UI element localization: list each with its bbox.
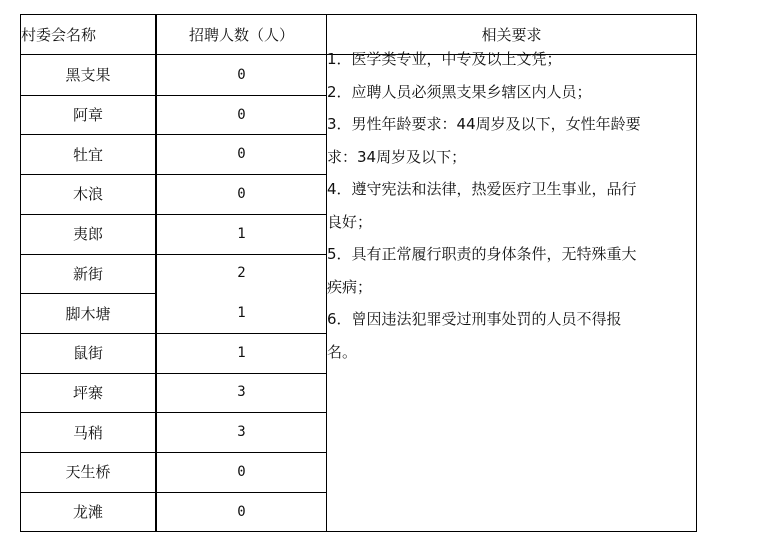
requirement-line: 良好； xyxy=(327,212,373,231)
requirement-line: 1．医学类专业，中专及以上文凭； xyxy=(327,50,562,68)
requirement-line: 4．遵守宪法和法律，热爱医疗卫生事业，品行 xyxy=(327,180,637,198)
village-name-cell: 牡宜 xyxy=(72,145,103,164)
header-village: 村委会名称 xyxy=(21,26,97,44)
recruit-count-cell: 1 xyxy=(237,344,246,361)
recruit-count-cell: 3 xyxy=(237,424,246,441)
recruit-count-cell: 0 xyxy=(237,503,246,520)
header-requirements: 相关要求 xyxy=(481,26,542,44)
village-name-cell: 木浪 xyxy=(72,185,103,204)
village-name-cell: 马稍 xyxy=(72,423,103,442)
recruit-count-cell: 1 xyxy=(237,225,246,242)
requirements-text xyxy=(327,43,687,368)
recruit-count-cell: 0 xyxy=(237,185,246,202)
recruit-count-cell: 2 xyxy=(237,265,246,282)
recruit-count-cell: 1 xyxy=(237,305,246,322)
village-name-cell: 龙滩 xyxy=(72,503,103,522)
recruit-count-cell: 0 xyxy=(237,106,246,123)
requirement-line: 2．应聘人员必须黑支果乡辖区内人员； xyxy=(327,82,592,101)
village-name-cell: 脚木塘 xyxy=(65,304,111,323)
village-name-cell: 夷郎 xyxy=(72,225,103,244)
table-border-right xyxy=(696,14,697,532)
village-name-cell: 鼠街 xyxy=(72,344,103,363)
requirement-line: 6．曾因违法犯罪受过刑事处罚的人员不得报 xyxy=(327,310,622,328)
village-name-cell: 新街 xyxy=(72,264,103,283)
requirement-line: 名。 xyxy=(327,342,358,361)
recruit-count-cell: 0 xyxy=(237,463,246,480)
village-name-cell: 天生桥 xyxy=(65,463,111,482)
requirement-line: 求：34周岁及以下； xyxy=(327,147,467,166)
recruit-count-cell: 0 xyxy=(237,146,246,163)
village-name-cell: 黑支果 xyxy=(65,66,111,85)
requirement-line: 疾病； xyxy=(327,277,373,296)
village-name-cell: 阿章 xyxy=(72,106,103,125)
requirement-line: 3．男性年龄要求：44周岁及以下，女性年龄要 xyxy=(327,115,641,133)
header-count: 招聘人数（人） xyxy=(188,26,294,44)
village-name-cell: 坪寨 xyxy=(72,383,103,402)
requirement-line: 5．具有正常履行职责的身体条件，无特殊重大 xyxy=(327,245,637,263)
recruit-count-cell: 3 xyxy=(237,384,246,401)
recruit-count-cell: 0 xyxy=(237,66,246,83)
